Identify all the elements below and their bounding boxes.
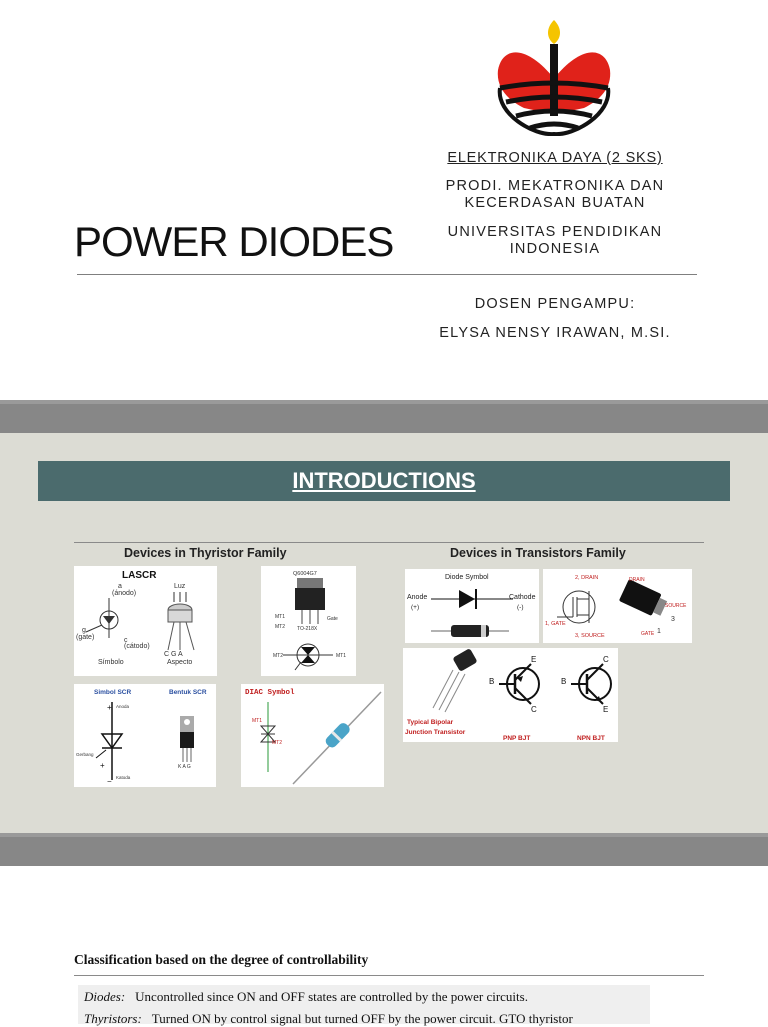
svg-text:C: C: [531, 705, 537, 714]
svg-text:SOURCE: SOURCE: [665, 603, 687, 609]
svg-text:B: B: [489, 677, 495, 686]
cathode-label: c: [124, 637, 128, 644]
bjt-image: [403, 648, 618, 742]
diode-image: [405, 569, 539, 643]
triac-part: Q6004G7: [293, 571, 317, 577]
university-logo: [494, 18, 614, 136]
svg-text:MT2: MT2: [273, 653, 283, 659]
divider: [74, 975, 704, 976]
svg-text:DRAIN: DRAIN: [629, 577, 645, 583]
divider: [77, 274, 697, 275]
lascr-label: LASCR: [122, 570, 157, 581]
luz-label: Luz: [174, 583, 186, 590]
anode-sub: (ánodo): [112, 590, 137, 597]
thyristor-family-heading: Devices in Thyristor Family: [124, 546, 287, 560]
svg-text:K A G: K A G: [178, 764, 191, 770]
slide-separator: [0, 404, 768, 433]
row-text: Turned ON by control signal but turned OFF by the power circuit. GTO thyristor: [151, 1011, 573, 1026]
svg-text:3: 3: [671, 616, 675, 623]
svg-text:MT2: MT2: [272, 740, 282, 746]
course-name: ELEKTRONIKA DAYA (2 SKS): [447, 150, 663, 166]
cathode-sub: (cátodo): [124, 643, 150, 650]
university-line-2: INDONESIA: [509, 241, 601, 257]
classification-row: [84, 1011, 573, 1027]
slide-title: Classification based on the degree of controllability: [74, 952, 369, 967]
svg-text:MT1: MT1: [275, 614, 285, 620]
lecturer-label: DOSEN PENGAMPU:: [474, 296, 636, 312]
svg-text:(-): (-): [517, 604, 524, 611]
svg-text:(+): (+): [411, 604, 420, 611]
svg-text:E: E: [603, 705, 609, 714]
svg-text:MT1: MT1: [336, 653, 346, 659]
svg-text:E: E: [531, 655, 537, 664]
svg-text:C: C: [603, 655, 609, 664]
svg-text:Katoda: Katoda: [116, 775, 131, 780]
transistor-family-heading: Devices in Transistors Family: [450, 546, 626, 560]
svg-text:−: −: [107, 777, 112, 786]
svg-text:3, SOURCE: 3, SOURCE: [575, 633, 605, 639]
row-text: Uncontrolled since ON and OFF states are controlled by the power circuits.: [135, 989, 528, 1004]
svg-text:NPN BJT: NPN BJT: [577, 735, 605, 742]
svg-text:Anoda: Anoda: [116, 704, 130, 709]
triac-image: [261, 566, 356, 676]
university-line-1: UNIVERSITAS PENDIDIKAN: [447, 224, 663, 240]
svg-text:Gerbang: Gerbang: [76, 752, 94, 757]
slide-separator: [0, 837, 768, 866]
svg-text:Cathode: Cathode: [509, 594, 536, 601]
svg-text:Anode: Anode: [407, 594, 428, 601]
svg-text:1: 1: [657, 628, 661, 635]
row-term: Diodes:: [84, 989, 126, 1004]
svg-text:Typical Bipolar: Typical Bipolar: [407, 719, 454, 726]
simbolo-label: Símbolo: [98, 659, 124, 666]
anode-label: a: [118, 583, 122, 590]
svg-text:Junction Transistor: Junction Transistor: [405, 729, 466, 736]
scr-image: [74, 684, 216, 787]
gate-label: g: [82, 627, 86, 634]
svg-text:PNP BJT: PNP BJT: [503, 735, 531, 742]
university-name: [420, 224, 690, 258]
svg-text:Simbol SCR: Simbol SCR: [94, 689, 132, 696]
classification-row: [84, 989, 528, 1005]
slide-title: POWER DIODES: [74, 218, 394, 265]
svg-text:Bentuk SCR: Bentuk SCR: [169, 689, 207, 696]
svg-text:Diode Symbol: Diode Symbol: [445, 574, 489, 581]
svg-text:+: +: [107, 703, 112, 712]
svg-text:+: +: [100, 761, 105, 770]
svg-text:B: B: [561, 677, 567, 686]
diac-image: [241, 684, 384, 787]
svg-text:2, DRAIN: 2, DRAIN: [575, 575, 599, 581]
lascr-image: [74, 566, 217, 676]
program-line-1: PRODI. MEKATRONIKA DAN: [445, 178, 665, 194]
pins-label: C G A: [164, 651, 183, 658]
svg-text:DIAC Symbol: DIAC Symbol: [245, 689, 295, 697]
row-term: Thyristors:: [84, 1011, 142, 1026]
program-line-2: KECERDASAN BUATAN: [464, 195, 646, 211]
svg-text:GATE: GATE: [641, 631, 655, 637]
aspecto-label: Aspecto: [167, 659, 193, 666]
lecturer-name: ELYSA NENSY IRAWAN, M.SI.: [439, 325, 671, 341]
svg-text:TO-218X: TO-218X: [297, 626, 318, 632]
svg-text:1, GATE: 1, GATE: [545, 621, 566, 627]
svg-text:MT2: MT2: [275, 624, 285, 630]
slide-title: INTRODUCTIONS: [292, 468, 476, 493]
svg-text:MT1: MT1: [252, 718, 262, 724]
divider: [74, 542, 704, 543]
mosfet-image: [543, 569, 692, 643]
program-name: [420, 178, 690, 212]
gate-sub: (gate): [76, 634, 95, 641]
svg-text:Gate: Gate: [327, 616, 338, 622]
